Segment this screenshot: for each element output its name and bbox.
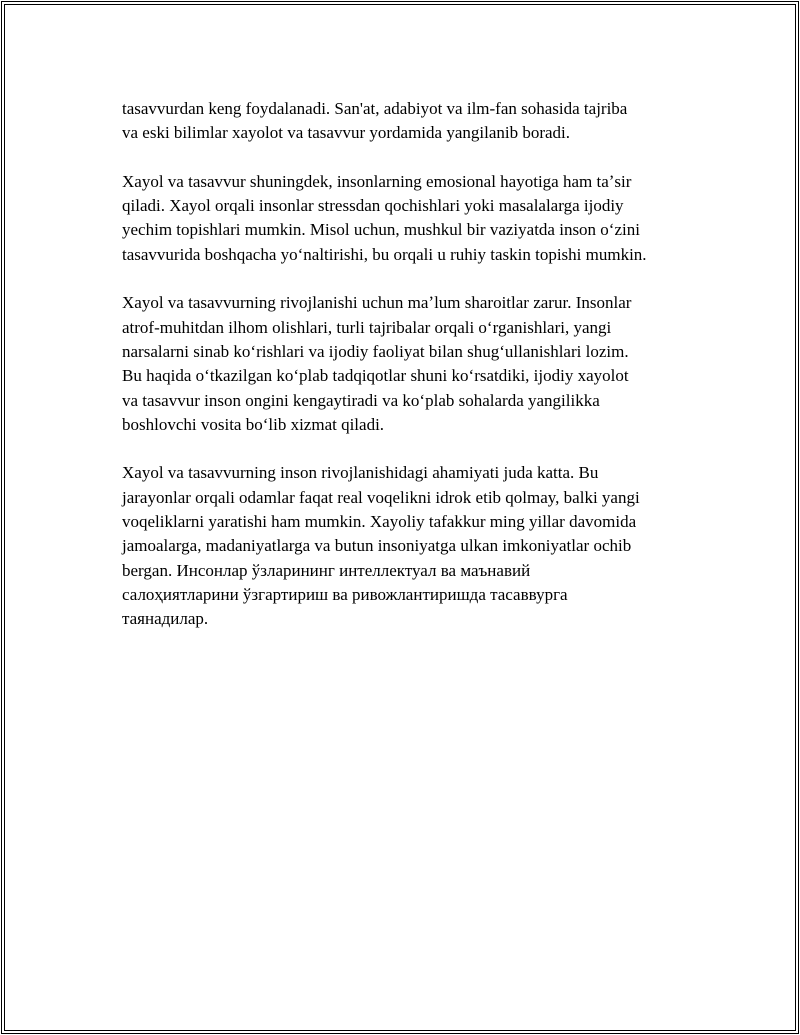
text-line: narsalarni sinab koʻrishlari va ijodiy faoliyat bilan shugʻullanishlari lozim. [122,341,629,361]
text-line: boshlovchi vosita boʻlib xizmat qiladi. [122,414,385,434]
text-line: jarayonlar orqali odamlar faqat real voqelikni idrok etib qolmay, balki yangi [122,487,640,507]
text-line: Xayol va tasavvur shuningdek, insonlarning emosional hayotiga ham taʼsir [122,171,632,191]
text-line: bergan. Инсонлар ўзларининг интеллектуал ва маънавий [122,560,531,580]
text-line: tasavvurdan keng foydalanadi. San'at, adabiyot va ilm-fan sohasida tajriba [122,99,628,118]
text-line: салоҳиятларини ўзгартириш ва ривожлантиришда тасаввурга [122,584,568,604]
text-line: va tasavvur inson ongini kengaytiradi va koʻplab sohalarda yangilikka [122,390,600,410]
text-line: atrof-muhitdan ilhom olishlari, turli tajribalar orqali oʻrganishlari, yangi [122,317,612,337]
text-line: voqeliklarni yaratishi ham mumkin. Xayoliy tafakkur ming yillar davomida [122,512,637,532]
page-frame [1,1,799,1034]
text-line: tasavvurida boshqacha yoʻnaltirishi, bu orqali u ruhiy taskin topishi mumkin. [122,244,647,264]
text-line: таянадилар. [122,609,209,629]
text-line: qiladi. Xayol orqali insonlar stressdan qochishlari yoki masalalarga ijodiy [122,196,624,216]
text-line: Xayol va tasavvurning inson rivojlanishidagi ahamiyati juda katta. Bu [122,463,599,483]
document-body [122,97,702,656]
text-line: jamoalarga, madaniyatlarga va butun insoniyatga ulkan imkoniyatlar ochib [122,536,632,556]
text-line: Xayol va tasavvurning rivojlanishi uchun maʼlum sharoitlar zarur. Insonlar [122,293,632,313]
paragraph-1 [122,97,702,146]
paragraph-2 [122,170,702,267]
paragraph-4 [122,461,702,631]
text-line: yechim topishlari mumkin. Misol uchun, mushkul bir vaziyatda inson oʻzini [122,220,640,240]
paragraph-3 [122,291,702,437]
text-line: Bu haqida oʻtkazilgan koʻplab tadqiqotlar shuni koʻrsatdiki, ijodiy xayolot [122,366,629,386]
text-line: va eski bilimlar xayolot va tasavvur yordamida yangilanib boradi. [122,123,571,143]
